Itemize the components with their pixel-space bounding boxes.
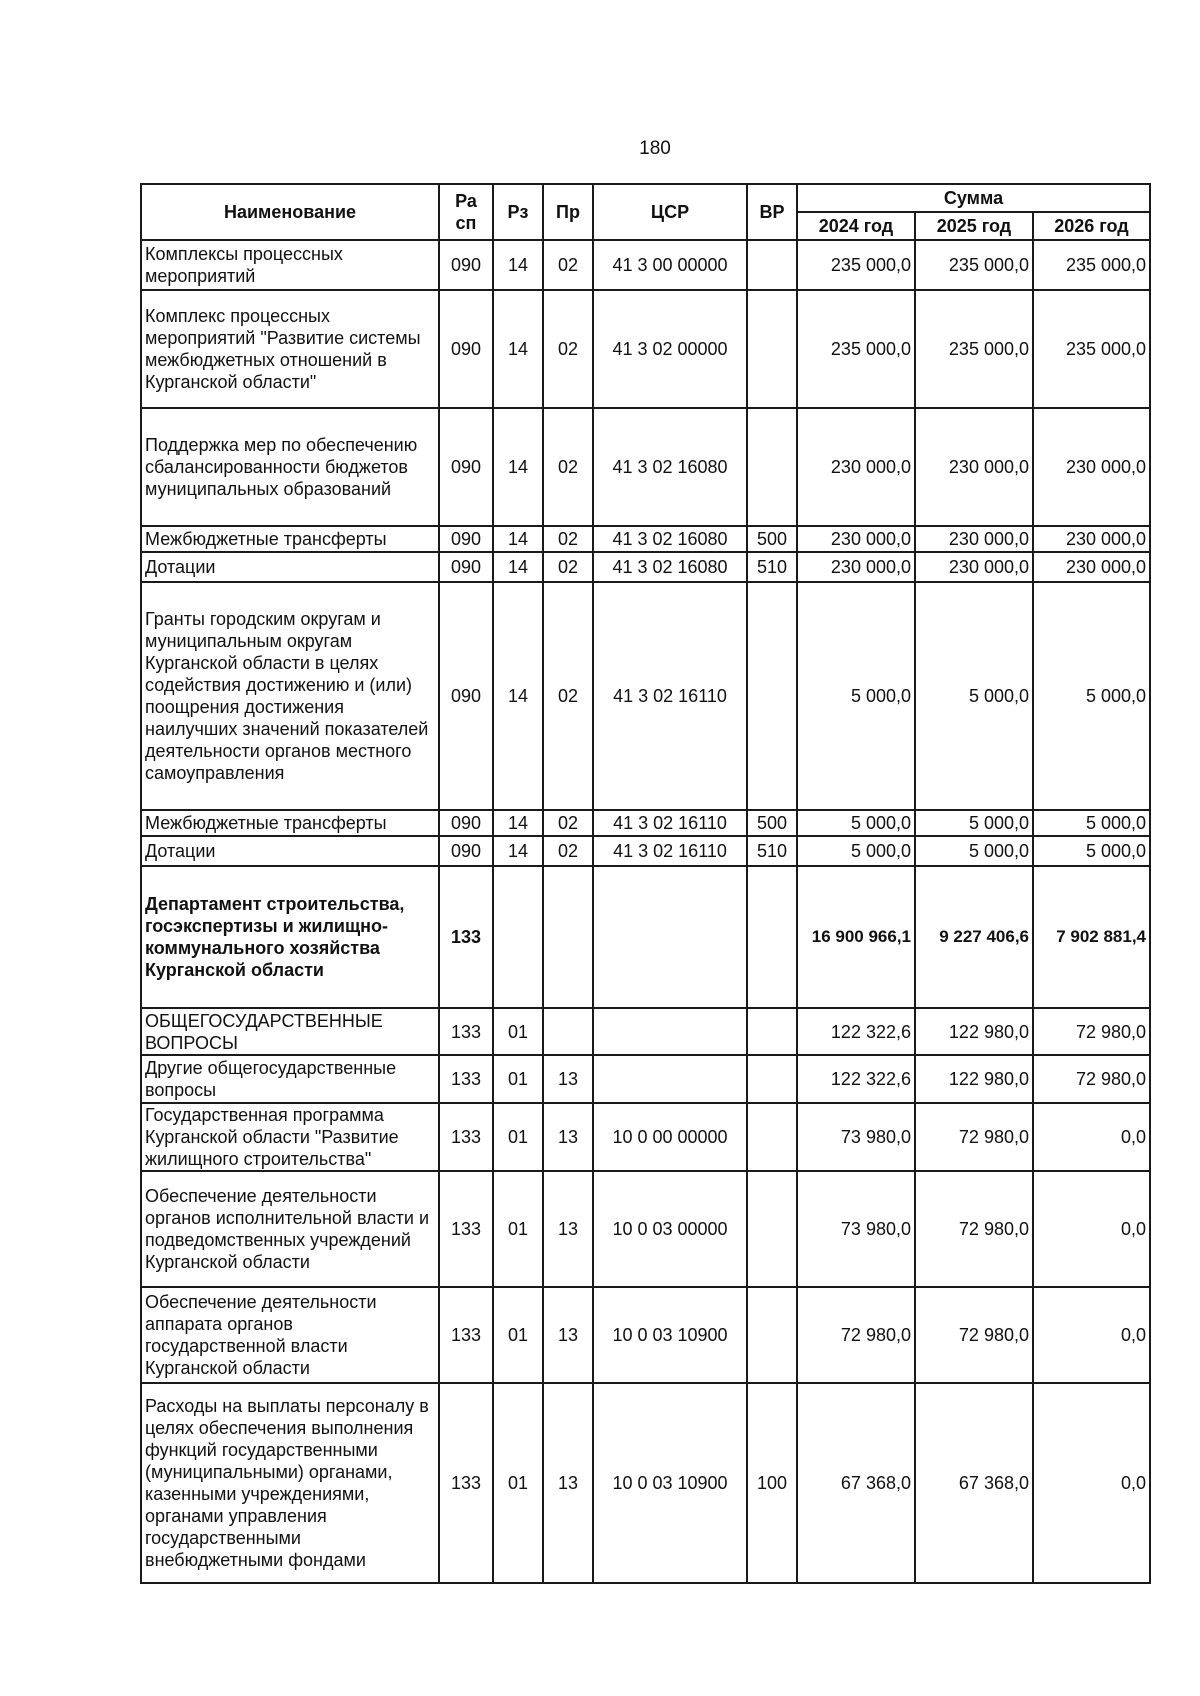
header-rz: Рз [493,184,543,240]
cell-pr: 02 [543,408,593,526]
cell-vr [747,290,797,408]
cell-rasp: 090 [439,582,493,810]
cell-vr [747,1103,797,1171]
cell-rz: 14 [493,552,543,582]
table-row [141,526,1150,552]
cell-name: Расходы на выплаты персоналу в целях обеспечения выполнения функций государственными (муниципальными) органами, казенными учреждениями, органами управления государственными внебюджетными фондами [141,1383,439,1583]
cell-rasp: 133 [439,1055,493,1103]
cell-rasp: 133 [439,1171,493,1287]
cell-rasp: 133 [439,1008,493,1055]
cell-y2026: 235 000,0 [1033,240,1150,290]
cell-pr [543,866,593,1008]
cell-rz: 01 [493,1008,543,1055]
cell-name: Комплексы процессных мероприятий [141,240,439,290]
cell-rz: 14 [493,526,543,552]
cell-rasp: 133 [439,1103,493,1171]
cell-name: Гранты городским округам и муниципальным округам Курганской области в целях содействия достижению и (или) поощрения достижения наилучших значений показателей деятельности органов местного самоуправления [141,582,439,810]
cell-y2025: 230 000,0 [915,526,1033,552]
cell-csr: 10 0 03 10900 [593,1287,747,1383]
cell-csr [593,1008,747,1055]
cell-vr [747,1171,797,1287]
header-sum: Сумма [797,184,1150,212]
cell-pr: 13 [543,1383,593,1583]
cell-pr: 02 [543,836,593,866]
table-row [141,1383,1150,1583]
header-year-2025: 2025 год [915,212,1033,240]
cell-pr: 13 [543,1287,593,1383]
cell-pr: 13 [543,1103,593,1171]
cell-name: Государственная программа Курганской области "Развитие жилищного строительства" [141,1103,439,1171]
table-row [141,1103,1150,1171]
cell-y2024: 230 000,0 [797,408,915,526]
header-year-2024: 2024 год [797,212,915,240]
cell-y2025: 230 000,0 [915,408,1033,526]
cell-vr: 500 [747,526,797,552]
cell-y2026: 0,0 [1033,1171,1150,1287]
header-csr: ЦСР [593,184,747,240]
cell-name: Дотации [141,836,439,866]
table-row [141,1055,1150,1103]
cell-y2025: 122 980,0 [915,1008,1033,1055]
cell-y2024: 16 900 966,1 [797,866,915,1008]
header-vr: ВР [747,184,797,240]
cell-csr: 41 3 02 16080 [593,408,747,526]
cell-vr [747,1287,797,1383]
cell-rz: 14 [493,836,543,866]
cell-y2024: 230 000,0 [797,552,915,582]
header-rasp: Ра сп [439,184,493,240]
table-row [141,1171,1150,1287]
budget-table [140,183,1151,1584]
cell-name: Дотации [141,552,439,582]
table-row [141,240,1150,290]
header-year-2026: 2026 год [1033,212,1150,240]
cell-rasp: 133 [439,866,493,1008]
table-row [141,1287,1150,1383]
cell-csr: 41 3 02 16110 [593,582,747,810]
cell-y2024: 5 000,0 [797,582,915,810]
cell-rz: 01 [493,1383,543,1583]
cell-pr: 02 [543,810,593,836]
cell-vr [747,1008,797,1055]
cell-csr: 41 3 02 16110 [593,810,747,836]
cell-y2026: 5 000,0 [1033,836,1150,866]
header-pr: Пр [543,184,593,240]
cell-y2026: 5 000,0 [1033,810,1150,836]
cell-name: ОБЩЕГОСУДАРСТВЕННЫЕ ВОПРОСЫ [141,1008,439,1055]
cell-y2024: 72 980,0 [797,1287,915,1383]
cell-csr [593,866,747,1008]
cell-csr: 10 0 03 00000 [593,1171,747,1287]
cell-vr: 500 [747,810,797,836]
cell-y2024: 5 000,0 [797,836,915,866]
cell-y2024: 235 000,0 [797,240,915,290]
cell-vr [747,582,797,810]
cell-y2024: 67 368,0 [797,1383,915,1583]
cell-y2026: 0,0 [1033,1287,1150,1383]
cell-rz [493,866,543,1008]
cell-name: Межбюджетные трансферты [141,526,439,552]
cell-pr: 02 [543,526,593,552]
table-row [141,1008,1150,1055]
cell-pr: 02 [543,552,593,582]
cell-y2026: 7 902 881,4 [1033,866,1150,1008]
cell-pr: 02 [543,240,593,290]
cell-y2024: 235 000,0 [797,290,915,408]
cell-y2026: 5 000,0 [1033,582,1150,810]
cell-vr [747,240,797,290]
cell-y2025: 5 000,0 [915,836,1033,866]
cell-y2026: 0,0 [1033,1383,1150,1583]
table-row [141,408,1150,526]
cell-rasp: 090 [439,240,493,290]
cell-pr [543,1008,593,1055]
cell-rasp: 090 [439,552,493,582]
cell-y2025: 5 000,0 [915,582,1033,810]
cell-y2025: 235 000,0 [915,240,1033,290]
cell-pr: 02 [543,582,593,810]
cell-name: Другие общегосударственные вопросы [141,1055,439,1103]
cell-rasp: 090 [439,290,493,408]
cell-y2024: 230 000,0 [797,526,915,552]
cell-vr: 510 [747,836,797,866]
table-row [141,836,1150,866]
cell-y2025: 235 000,0 [915,290,1033,408]
cell-csr: 10 0 00 00000 [593,1103,747,1171]
cell-rz: 01 [493,1287,543,1383]
cell-y2025: 9 227 406,6 [915,866,1033,1008]
table-row [141,552,1150,582]
table-row [141,810,1150,836]
cell-rasp: 090 [439,408,493,526]
table-row [141,290,1150,408]
cell-vr: 510 [747,552,797,582]
cell-rz: 14 [493,290,543,408]
table-row [141,866,1150,1008]
cell-name: Комплекс процессных мероприятий "Развитие системы межбюджетных отношений в Курганской области" [141,290,439,408]
cell-y2026: 72 980,0 [1033,1008,1150,1055]
cell-y2025: 72 980,0 [915,1171,1033,1287]
cell-csr: 41 3 00 00000 [593,240,747,290]
cell-rasp: 090 [439,836,493,866]
cell-y2024: 5 000,0 [797,810,915,836]
cell-name: Обеспечение деятельности органов исполнительной власти и подведомственных учреждений Курганской области [141,1171,439,1287]
cell-name: Департамент строительства, госэкспертизы и жилищно-коммунального хозяйства Курганской области [141,866,439,1008]
cell-y2024: 73 980,0 [797,1171,915,1287]
cell-csr: 10 0 03 10900 [593,1383,747,1583]
cell-csr: 41 3 02 16080 [593,552,747,582]
cell-pr: 13 [543,1055,593,1103]
cell-y2025: 72 980,0 [915,1287,1033,1383]
cell-y2026: 230 000,0 [1033,552,1150,582]
cell-name: Межбюджетные трансферты [141,810,439,836]
cell-y2026: 235 000,0 [1033,290,1150,408]
cell-y2024: 122 322,6 [797,1008,915,1055]
cell-rz: 01 [493,1171,543,1287]
cell-pr: 02 [543,290,593,408]
cell-rz: 14 [493,408,543,526]
cell-y2025: 5 000,0 [915,810,1033,836]
cell-y2026: 72 980,0 [1033,1055,1150,1103]
cell-pr: 13 [543,1171,593,1287]
cell-rz: 14 [493,582,543,810]
cell-rz: 01 [493,1103,543,1171]
table-body [141,240,1150,1583]
table-header [141,184,1150,240]
cell-vr [747,866,797,1008]
cell-y2026: 230 000,0 [1033,408,1150,526]
cell-rz: 14 [493,810,543,836]
cell-y2025: 67 368,0 [915,1383,1033,1583]
cell-y2024: 73 980,0 [797,1103,915,1171]
cell-vr [747,1055,797,1103]
page-number: 180 [639,138,671,159]
cell-vr [747,408,797,526]
cell-rz: 01 [493,1055,543,1103]
cell-y2025: 230 000,0 [915,552,1033,582]
cell-rasp: 090 [439,526,493,552]
cell-name: Обеспечение деятельности аппарата органов государственной власти Курганской области [141,1287,439,1383]
cell-rasp: 090 [439,810,493,836]
cell-vr: 100 [747,1383,797,1583]
cell-csr: 41 3 02 16110 [593,836,747,866]
cell-name: Поддержка мер по обеспечению сбалансированности бюджетов муниципальных образований [141,408,439,526]
cell-y2026: 0,0 [1033,1103,1150,1171]
cell-csr: 41 3 02 16080 [593,526,747,552]
table-row [141,582,1150,810]
cell-y2025: 122 980,0 [915,1055,1033,1103]
cell-rasp: 133 [439,1287,493,1383]
cell-y2026: 230 000,0 [1033,526,1150,552]
cell-y2025: 72 980,0 [915,1103,1033,1171]
cell-csr [593,1055,747,1103]
header-name: Наименование [141,184,439,240]
cell-rasp: 133 [439,1383,493,1583]
cell-y2024: 122 322,6 [797,1055,915,1103]
cell-rz: 14 [493,240,543,290]
cell-csr: 41 3 02 00000 [593,290,747,408]
